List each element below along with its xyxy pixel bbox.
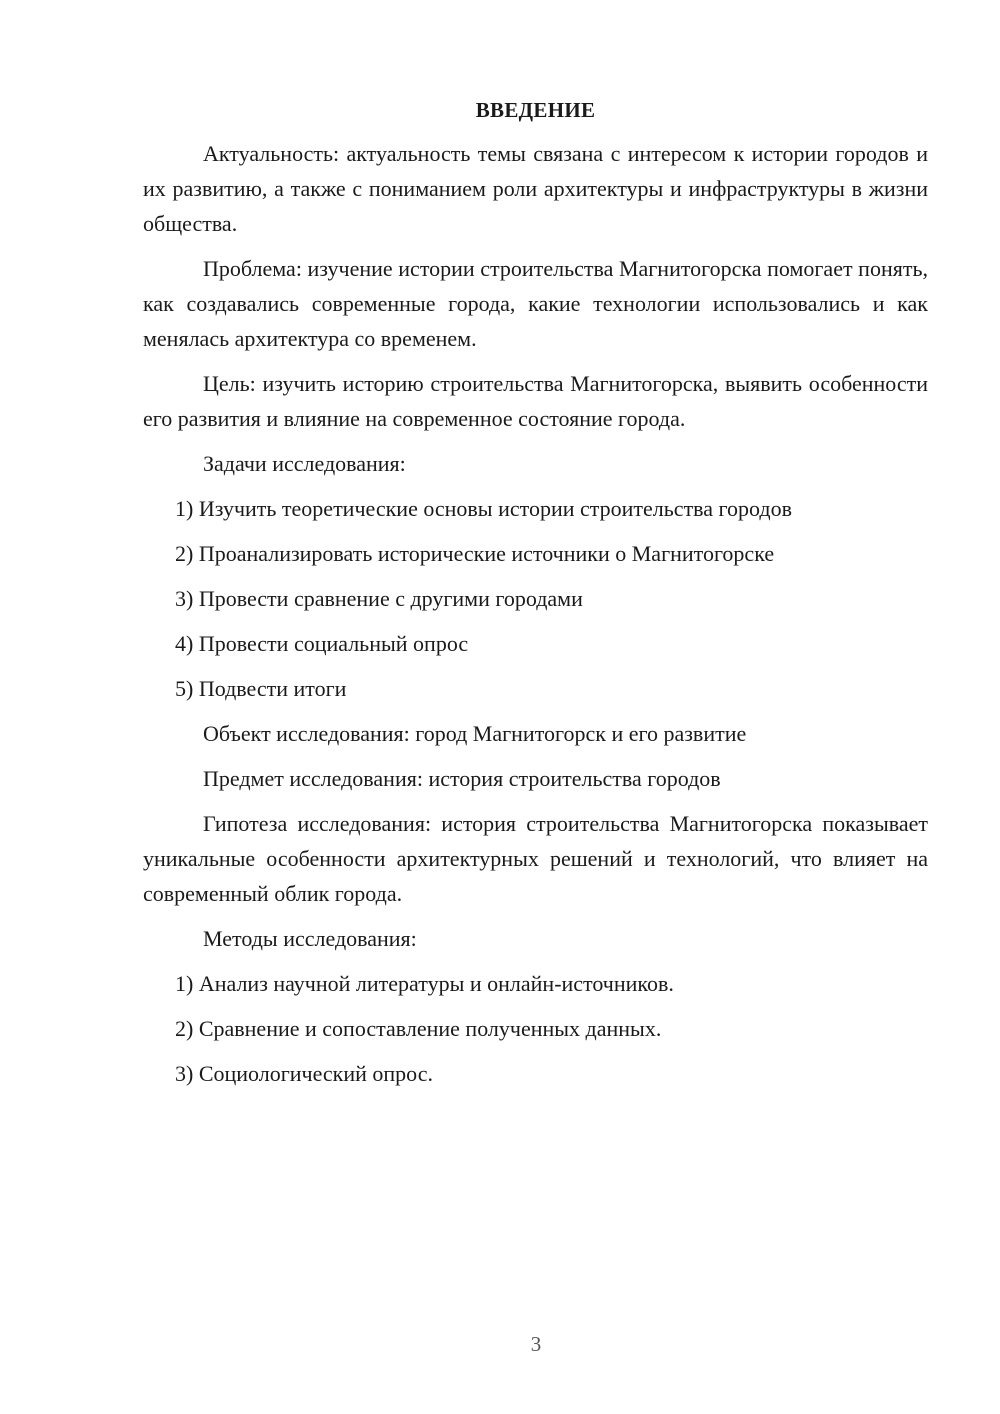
methods-heading: Методы исследования: bbox=[203, 926, 417, 951]
hypothesis-paragraph: Гипотеза исследования: история строительства Магнитогорска показывает уникальные особенности архитектурных решений и технологий, что влияет на современный облик города. bbox=[143, 811, 928, 906]
tasks-list bbox=[143, 491, 928, 706]
task-item: 3) Провести сравнение с другими городами bbox=[175, 586, 583, 611]
page-number: 3 bbox=[530, 1332, 542, 1356]
task-item: 5) Подвести итоги bbox=[175, 676, 347, 701]
page-title: ВВЕДЕНИЕ bbox=[475, 98, 596, 122]
task-item: 4) Провести социальный опрос bbox=[175, 631, 469, 656]
research-object: Объект исследования: город Магнитогорск и его развитие bbox=[203, 721, 747, 746]
relevance-paragraph: Актуальность: актуальность темы связана с интересом к истории городов и их развитию, а также с пониманием роли архитектуры и инфраструктуры в жизни общества. bbox=[143, 141, 928, 236]
problem-paragraph: Проблема: изучение истории строительства Магнитогорска помогает понять, как создавались современные города, какие технологии использовались и как менялась архитектура со временем. bbox=[143, 256, 928, 351]
document-page bbox=[143, 96, 928, 1101]
task-item: 2) Проанализировать исторические источники о Магнитогорске bbox=[175, 541, 775, 566]
method-item: 2) Сравнение и сопоставление полученных данных. bbox=[175, 1016, 662, 1041]
methods-list bbox=[143, 966, 928, 1091]
goal-paragraph: Цель: изучить историю строительства Магнитогорска, выявить особенности его развития и влияние на современное состояние города. bbox=[143, 371, 928, 431]
task-item: 1) Изучить теоретические основы истории строительства городов bbox=[175, 496, 792, 521]
method-item: 1) Анализ научной литературы и онлайн-источников. bbox=[175, 971, 674, 996]
research-subject: Предмет исследования: история строительства городов bbox=[203, 766, 721, 791]
method-item: 3) Социологический опрос. bbox=[175, 1061, 433, 1086]
tasks-heading: Задачи исследования: bbox=[203, 451, 406, 476]
